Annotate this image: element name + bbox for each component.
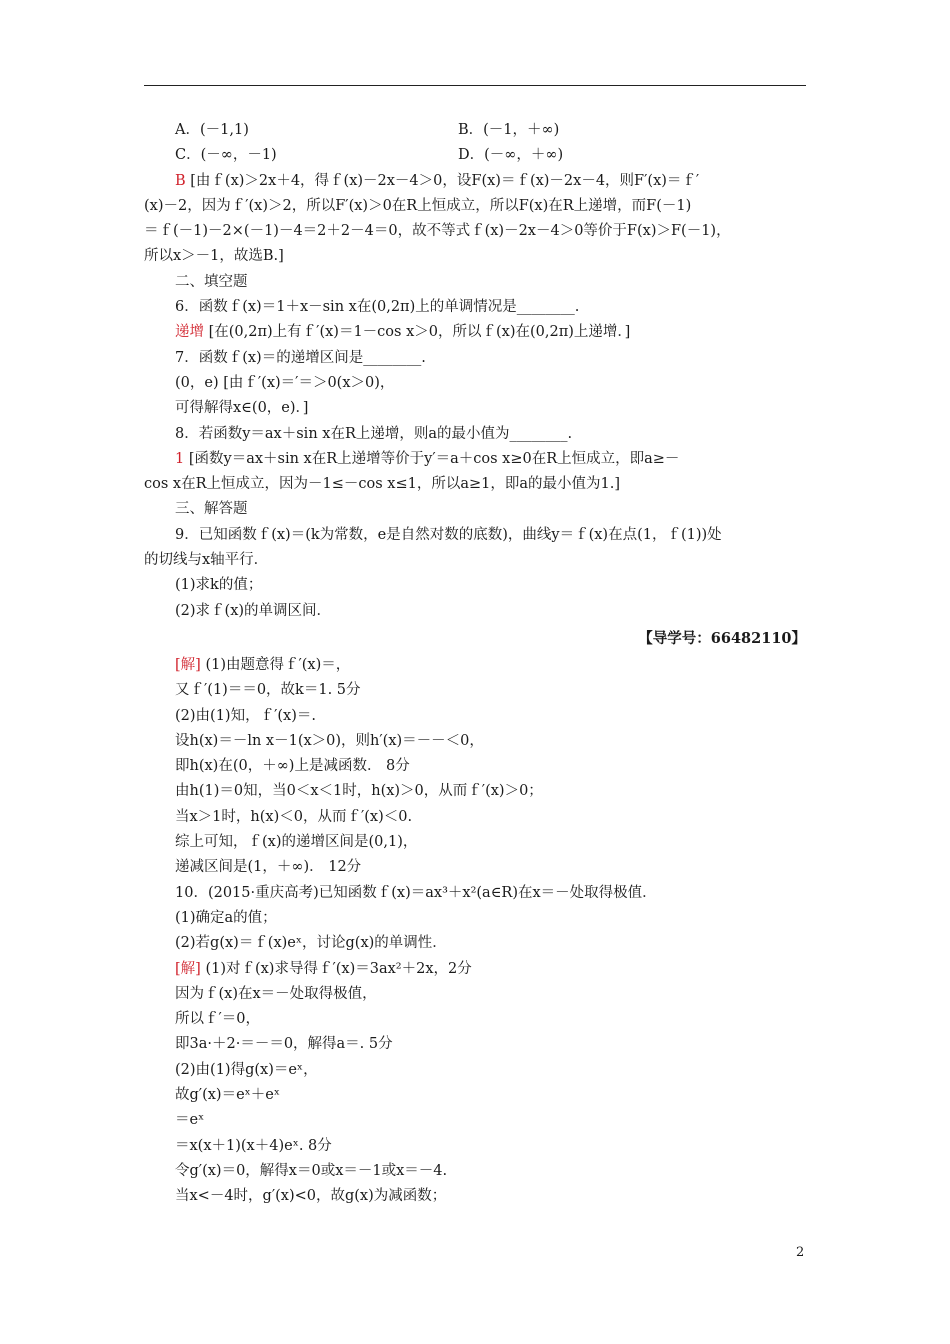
options-row-2 — [144, 143, 806, 168]
solution-9-line: 由h(1)＝0知，当0＜x＜1时，h(x)＞0，从而ｆ′(x)＞0； — [175, 783, 543, 800]
option-d: D．(－∞，＋∞) — [458, 147, 564, 164]
solution-text: (1)对ｆ(x)求导得ｆ′(x)＝3ax²＋2x，2分 — [205, 960, 472, 977]
section-heading: 三、解答题 — [175, 501, 248, 518]
solution-label: [解] — [175, 960, 201, 977]
document-body — [144, 118, 806, 1209]
solution-10-line: 故g′(x)＝eˣ＋eˣ — [175, 1086, 281, 1103]
question-10: 10．(2015·重庆高考)已知函数ｆ(x)＝ax³＋x²(a∈R)在x＝－处取得极值． — [175, 884, 657, 901]
answer-7-line-1: (0，e) [由ｆ′(x)＝′＝＞0(x＞0)， — [175, 374, 395, 391]
answer5-line-1 — [144, 169, 806, 194]
solution-10-line: 因为ｆ(x)在x＝－处取得极值， — [175, 985, 377, 1002]
solution-10-line: ＝x(x＋1)(x＋4)eˣ. 8分 — [175, 1137, 332, 1154]
solution-9-line: 又ｆ′(1)＝＝0，故k＝1. 5分 — [175, 682, 361, 699]
answer-8-line-1 — [144, 447, 806, 472]
answer-label: 递增 — [175, 324, 204, 341]
solution-9-line: (2)由(1)知，ｆ′(x)＝. — [175, 707, 316, 724]
solution-9-line: 递减区间是(1，＋∞)． 12分 — [175, 859, 362, 876]
solution-10-line: 即3a·＋2·＝－＝0，解得a＝. 5分 — [175, 1036, 393, 1053]
solution-label: [解] — [175, 656, 201, 673]
question-10-part-1: (1)确定a的值； — [175, 909, 277, 926]
answer-label: B — [175, 172, 186, 189]
solution-9-line-1 — [144, 653, 806, 678]
solution-10-line: ＝eˣ — [175, 1112, 205, 1129]
option-a: A．(－1,1) — [175, 122, 249, 138]
solution-10-line: 当x<－4时，g′(x)<0，故g(x)为减函数； — [175, 1188, 447, 1205]
question-8: 8．若函数y＝ax＋sin x在R上递增，则a的最小值为________. — [175, 425, 573, 442]
page-number: 2 — [796, 1245, 805, 1260]
answer-text: [函数y＝ax＋sin x在R上递增等价于y′＝a＋cos x≥0在R上恒成立，即a≥－ — [188, 450, 680, 467]
option-b: B．(－1，＋∞) — [458, 122, 560, 138]
option-c: C．(－∞，－1) — [175, 147, 277, 164]
solution-9-line: 设h(x)＝－ln x－1(x＞0)，则h′(x)＝－－＜0， — [175, 732, 484, 749]
solution-10-line-1 — [144, 957, 806, 982]
header-rule — [144, 85, 806, 86]
section-heading: 二、填空题 — [175, 273, 248, 290]
question-6: 6．函数ｆ(x)＝1＋x－sin x在(0,2π)上的单调情况是________. — [175, 299, 580, 316]
question-9-line-1: 9．已知函数ｆ(x)＝(k为常数，e是自然对数的底数)，曲线y＝ｆ(x)在点(1，ｆ(1))处 — [175, 526, 722, 543]
solution-9-line: 即h(x)在(0，＋∞)上是减函数． 8分 — [175, 758, 410, 775]
solution-text: (1)由题意得ｆ′(x)＝， — [205, 656, 351, 673]
answer5-line-4: 所以x＞－1，故选B.] — [144, 248, 284, 265]
solution-9-line: 综上可知，ｆ(x)的递增区间是(0,1)， — [175, 834, 418, 851]
guide-number: 【导学号：66482110】 — [638, 629, 806, 647]
answer-8-line-2: cos x在R上恒成立，因为－1≤－cos x≤1，所以a≥1，即a的最小值为1.] — [144, 476, 620, 493]
options-row-1 — [144, 118, 806, 143]
solution-10-line: 令g′(x)＝0，解得x＝0或x＝－1或x＝－4. — [175, 1162, 448, 1179]
answer-text: [在(0,2π)上有ｆ′(x)＝1－cos x＞0，所以ｆ(x)在(0,2π)上递增．] — [208, 324, 631, 341]
question-9-line-2: 的切线与x轴平行． — [144, 552, 269, 569]
question-9-part-1: (1)求k的值； — [175, 577, 263, 594]
solution-9-line: 当x＞1时，h(x)＜0，从而ｆ′(x)＜0. — [175, 808, 413, 825]
question-7: 7．函数ｆ(x)＝的递增区间是________. — [175, 349, 426, 366]
answer-7-line-2: 可得解得x∈(0，e)．] — [175, 400, 309, 417]
question-9-part-2: (2)求ｆ(x)的单调区间． — [175, 602, 332, 619]
answer-label: 1 — [175, 450, 185, 467]
question-10-part-2: (2)若g(x)＝ｆ(x)eˣ，讨论g(x)的单调性． — [175, 935, 447, 952]
answer-text: [由ｆ(x)＞2x＋4，得ｆ(x)－2x－4＞0，设F(x)＝ｆ(x)－2x－4，则F′(x)＝ｆ′ — [190, 172, 700, 189]
answer5-line-3: ＝ｆ(－1)－2×(－1)－4＝2＋2－4＝0，故不等式ｆ(x)－2x－4＞0等价于F(x)＞F(－1)， — [144, 223, 731, 240]
answer5-line-2: (x)－2，因为ｆ′(x)＞2，所以F′(x)＞0在R上恒成立，所以F(x)在R上递增，而F(－1) — [144, 197, 692, 214]
answer-6 — [144, 320, 806, 345]
solution-10-line: (2)由(1)得g(x)＝eˣ， — [175, 1061, 318, 1078]
solution-10-line: 所以ｆ′＝0， — [175, 1011, 261, 1028]
